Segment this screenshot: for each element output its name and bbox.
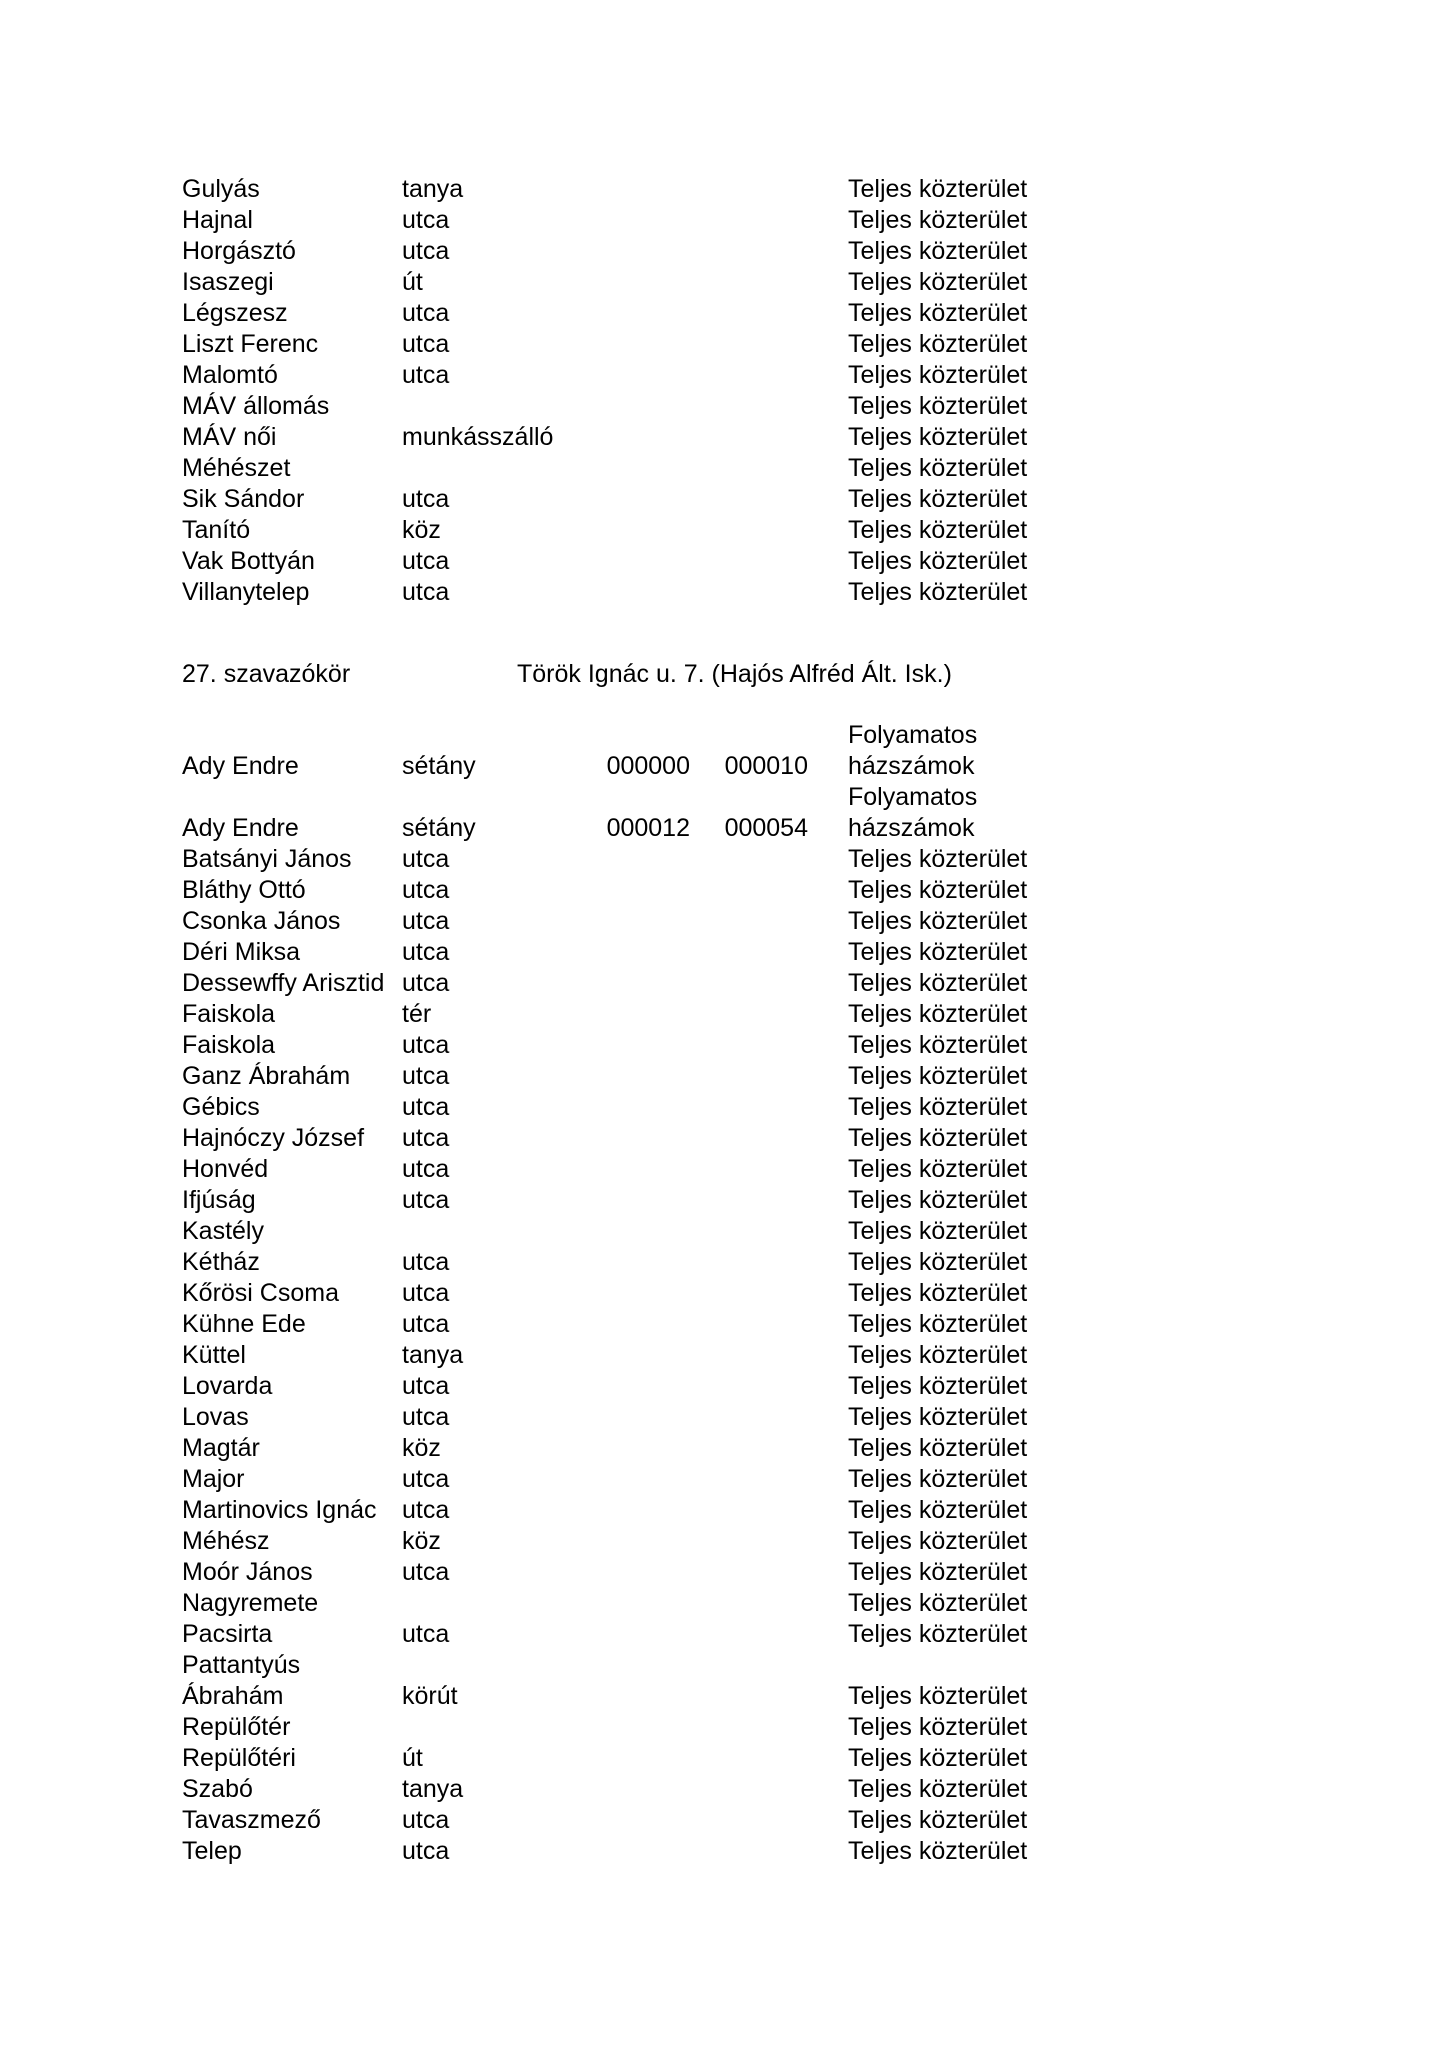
street-row [182, 875, 1045, 906]
street-type: utca [402, 969, 450, 997]
street-type: utca [402, 578, 450, 606]
street-type: utca [402, 938, 450, 966]
street-row [182, 1557, 1045, 1588]
street-type: tanya [402, 175, 464, 203]
street-scope: Teljes közterület [848, 1589, 1028, 1617]
street-row [182, 937, 1045, 968]
street-scope: Teljes közterület [848, 1496, 1028, 1524]
street-name: Lovarda [182, 1372, 273, 1400]
street-type: út [402, 1744, 423, 1772]
street-row [182, 422, 1045, 453]
street-scope: Teljes közterület [848, 1744, 1028, 1772]
street-name: Repülőtéri [182, 1744, 296, 1772]
street-name: MÁV női [182, 423, 277, 451]
street-name: Pacsirta [182, 1620, 273, 1648]
street-row [182, 236, 1045, 267]
street-name: Nagyremete [182, 1589, 319, 1617]
street-row [182, 1774, 1045, 1805]
street-row [182, 1061, 1045, 1092]
street-row [182, 577, 1045, 608]
district-header [182, 659, 1282, 690]
street-row [182, 174, 1045, 205]
street-scope: Teljes közterület [848, 578, 1028, 606]
street-row [182, 515, 1045, 546]
street-type: utca [402, 1093, 450, 1121]
street-name: Magtár [182, 1434, 260, 1462]
street-scope: Teljes közterület [848, 1124, 1028, 1152]
street-type: utca [402, 206, 450, 234]
street-scope: Teljes közterület [848, 1155, 1028, 1183]
street-scope: Teljes közterület [848, 1465, 1028, 1493]
street-name: Villanytelep [182, 578, 310, 606]
street-scope: Folyamatos házszámok [848, 783, 978, 842]
street-type: utca [402, 1558, 450, 1586]
street-type: tanya [402, 1775, 464, 1803]
street-scope: Teljes közterület [848, 1093, 1028, 1121]
street-name: Tanító [182, 516, 251, 544]
street-name: Martinovics Ignác [182, 1496, 377, 1524]
street-row [182, 1247, 1045, 1278]
street-name: Hajnóczy József [182, 1124, 365, 1152]
street-row [182, 1216, 1045, 1247]
street-scope: Teljes közterület [848, 330, 1028, 358]
street-scope: Teljes közterület [848, 1837, 1028, 1865]
street-name: Légszesz [182, 299, 288, 327]
street-name: Major [182, 1465, 245, 1493]
street-type: utca [402, 1620, 450, 1648]
street-scope: Teljes közterület [848, 1000, 1028, 1028]
street-type: utca [402, 1279, 450, 1307]
street-scope: Teljes közterület [848, 1031, 1028, 1059]
street-scope: Teljes közterület [848, 1620, 1028, 1648]
street-row [182, 1464, 1045, 1495]
street-row [182, 484, 1045, 515]
street-row [182, 1805, 1045, 1836]
street-scope: Teljes közterület [848, 268, 1028, 296]
street-scope: Teljes közterület [848, 1310, 1028, 1338]
street-scope: Teljes közterület [848, 845, 1028, 873]
street-scope: Teljes közterület [848, 1806, 1028, 1834]
street-name: Kőrösi Csoma [182, 1279, 339, 1307]
street-type: sétány [402, 752, 476, 780]
street-type: utca [402, 330, 450, 358]
street-row [182, 1526, 1045, 1557]
street-scope: Teljes közterület [848, 299, 1028, 327]
street-row [182, 1402, 1045, 1433]
street-name: Moór János [182, 1558, 313, 1586]
street-row [182, 1619, 1045, 1650]
street-scope: Teljes közterület [848, 938, 1028, 966]
street-scope: Folyamatos házszámok [848, 721, 978, 780]
street-scope: Teljes közterület [848, 547, 1028, 575]
street-scope: Teljes közterület [848, 907, 1028, 935]
street-scope: Teljes közterület [848, 206, 1028, 234]
street-scope: Teljes közterület [848, 454, 1028, 482]
house-number-from: 000012 [606, 814, 690, 842]
street-name: Repülőtér [182, 1713, 291, 1741]
street-scope: Teljes közterület [848, 1682, 1028, 1710]
street-type: utca [402, 1372, 450, 1400]
street-row [182, 906, 1045, 937]
street-row [182, 329, 1045, 360]
street-scope: Teljes közterület [848, 392, 1028, 420]
street-type: munkásszálló [402, 423, 554, 451]
house-number-to: 000054 [724, 814, 808, 842]
street-type: utca [402, 1124, 450, 1152]
street-scope: Teljes közterület [848, 1279, 1028, 1307]
street-name: Tavaszmező [182, 1806, 321, 1834]
street-row [182, 453, 1045, 484]
street-name: Batsányi János [182, 845, 352, 873]
street-row [182, 391, 1045, 422]
street-type: utca [402, 1465, 450, 1493]
street-type: utca [402, 1186, 450, 1214]
street-name: Kétház [182, 1248, 260, 1276]
street-type: utca [402, 1837, 450, 1865]
street-row [182, 1650, 1045, 1712]
street-name: Gébics [182, 1093, 260, 1121]
street-row [182, 1185, 1045, 1216]
street-row [182, 1092, 1045, 1123]
street-name: Horgásztó [182, 237, 296, 265]
street-type: utca [402, 237, 450, 265]
street-name: Telep [182, 1837, 242, 1865]
street-name: Faiskola [182, 1000, 276, 1028]
street-type: utca [402, 1310, 450, 1338]
street-row [182, 298, 1045, 329]
district-27-street-table [182, 720, 1045, 1867]
street-name: Dessewffy Arisztid [182, 969, 385, 997]
street-name: Isaszegi [182, 268, 274, 296]
street-type: utca [402, 876, 450, 904]
street-type: körút [402, 1682, 458, 1710]
house-number-from: 000000 [606, 752, 690, 780]
street-type: utca [402, 1155, 450, 1183]
street-scope: Teljes közterület [848, 485, 1028, 513]
street-scope: Teljes közterület [848, 516, 1028, 544]
street-type: út [402, 268, 423, 296]
street-type: utca [402, 1806, 450, 1834]
street-type: utca [402, 485, 450, 513]
street-type: köz [402, 516, 441, 544]
street-row [182, 1588, 1045, 1619]
street-name: Déri Miksa [182, 938, 301, 966]
street-type: utca [402, 845, 450, 873]
street-scope: Teljes közterület [848, 1217, 1028, 1245]
street-type: utca [402, 1031, 450, 1059]
street-name: Ady Endre [182, 752, 299, 780]
street-name: Csonka János [182, 907, 341, 935]
street-name: Hajnal [182, 206, 253, 234]
street-row [182, 782, 1045, 844]
street-scope: Teljes közterület [848, 1062, 1028, 1090]
street-row [182, 205, 1045, 236]
street-name: Ady Endre [182, 814, 299, 842]
street-type: utca [402, 1248, 450, 1276]
street-scope: Teljes közterület [848, 1558, 1028, 1586]
street-row [182, 844, 1045, 875]
street-name: Pattantyús Ábrahám [182, 1651, 301, 1710]
street-scope: Teljes közterület [848, 361, 1028, 389]
street-scope: Teljes közterület [848, 1527, 1028, 1555]
street-scope: Teljes közterület [848, 1403, 1028, 1431]
street-name: Küttel [182, 1341, 246, 1369]
street-name: Liszt Ferenc [182, 330, 319, 358]
street-row [182, 1836, 1045, 1867]
street-scope: Teljes közterület [848, 237, 1028, 265]
street-scope: Teljes közterület [848, 1248, 1028, 1276]
street-row [182, 1371, 1045, 1402]
street-row [182, 720, 1045, 782]
street-scope: Teljes közterület [848, 423, 1028, 451]
street-type: tér [402, 1000, 432, 1028]
street-scope: Teljes közterület [848, 969, 1028, 997]
street-scope: Teljes közterület [848, 1372, 1028, 1400]
street-scope: Teljes közterület [848, 1713, 1028, 1741]
street-row [182, 267, 1045, 298]
street-name: Vak Bottyán [182, 547, 315, 575]
street-row [182, 1030, 1045, 1061]
street-type: utca [402, 1403, 450, 1431]
house-number-to: 000010 [724, 752, 808, 780]
street-name: Ganz Ábrahám [182, 1062, 351, 1090]
street-row [182, 1743, 1045, 1774]
street-scope: Teljes közterület [848, 1186, 1028, 1214]
district-address: Török Ignác u. 7. (Hajós Alfréd Ált. Isk.) [517, 660, 952, 688]
street-name: Lovas [182, 1403, 249, 1431]
street-type: sétány [402, 814, 476, 842]
street-name: Kühne Ede [182, 1310, 306, 1338]
street-row [182, 1154, 1045, 1185]
street-row [182, 360, 1045, 391]
street-row [182, 1123, 1045, 1154]
street-row [182, 1278, 1045, 1309]
street-scope: Teljes közterület [848, 175, 1028, 203]
district-number: 27. szavazókör [182, 660, 351, 688]
street-name: Méhészet [182, 454, 291, 482]
street-row [182, 999, 1045, 1030]
street-row [182, 1433, 1045, 1464]
street-name: Méhész [182, 1527, 270, 1555]
street-name: Faiskola [182, 1031, 276, 1059]
street-type: utca [402, 361, 450, 389]
street-name: Honvéd [182, 1155, 269, 1183]
street-name: Malomtó [182, 361, 278, 389]
street-type: tanya [402, 1341, 464, 1369]
street-type: utca [402, 299, 450, 327]
street-row [182, 1495, 1045, 1526]
street-type: utca [402, 547, 450, 575]
street-type: köz [402, 1434, 441, 1462]
street-name: Gulyás [182, 175, 260, 203]
street-name: Kastély [182, 1217, 264, 1245]
previous-district-street-table [182, 174, 1045, 608]
street-row [182, 1712, 1045, 1743]
street-row [182, 546, 1045, 577]
street-name: Sik Sándor [182, 485, 305, 513]
street-name: Bláthy Ottó [182, 876, 306, 904]
street-scope: Teljes közterület [848, 876, 1028, 904]
street-scope: Teljes közterület [848, 1775, 1028, 1803]
street-row [182, 1340, 1045, 1371]
street-type: utca [402, 1496, 450, 1524]
street-name: MÁV állomás [182, 392, 330, 420]
street-name: Szabó [182, 1775, 253, 1803]
street-row [182, 968, 1045, 999]
street-scope: Teljes közterület [848, 1434, 1028, 1462]
street-name: Ifjúság [182, 1186, 256, 1214]
street-row [182, 1309, 1045, 1340]
street-type: utca [402, 907, 450, 935]
street-scope: Teljes közterület [848, 1341, 1028, 1369]
street-type: köz [402, 1527, 441, 1555]
street-type: utca [402, 1062, 450, 1090]
